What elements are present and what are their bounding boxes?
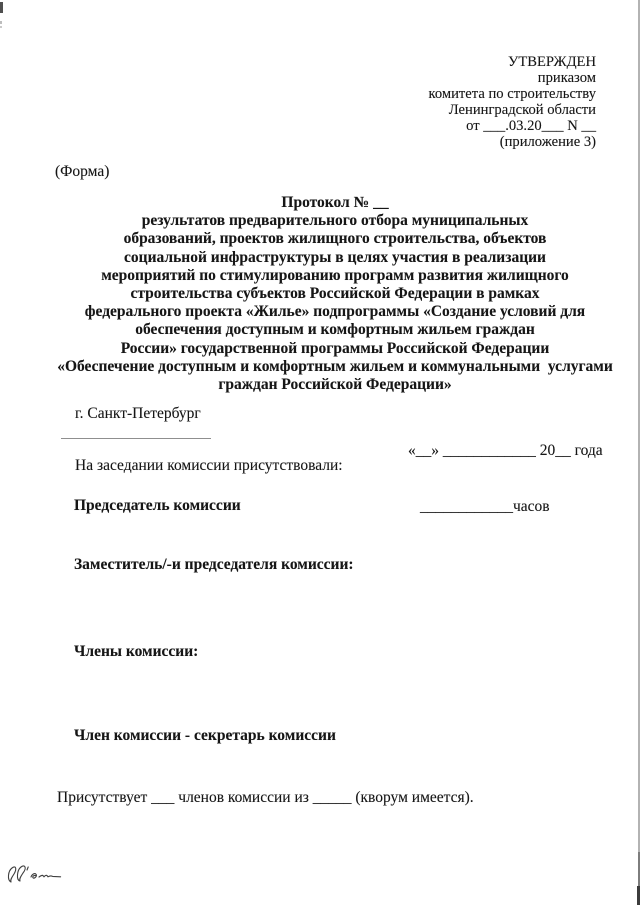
title-line: федерального проекта «Жилье» подпрограммы «Создание условий для	[84, 303, 586, 321]
date-time-block	[408, 405, 603, 553]
handwritten-signature-mark	[6, 860, 68, 890]
approval-line: комитета по строительству	[428, 85, 596, 102]
title-line: граждан Российской Федерации»	[218, 376, 452, 394]
form-label: (Форма)	[55, 163, 110, 180]
scan-artifact-dash	[0, 2, 3, 13]
document-title	[56, 194, 614, 394]
secretary-label: Член комиссии - секретарь комиссии	[74, 727, 336, 744]
approval-line: от ___.03.20___ N __	[466, 117, 596, 134]
approval-line: приказом	[537, 69, 596, 86]
title-line: социальной инфраструктуры в целях участия в реализации	[124, 248, 546, 266]
approval-line: Ленинградской области	[448, 101, 596, 118]
title-line: Протокол № __	[281, 194, 389, 211]
quorum-line: Присутствует ___ членов комиссии из _____ (кворум имеется).	[57, 789, 474, 806]
title-line: образований, проектов жилищного строительства, объектов	[123, 230, 547, 248]
title-line: строительства субъектов Российской Федерации в рамках	[130, 285, 540, 303]
approval-line: УТВЕРЖДЕН	[508, 54, 596, 70]
title-line: «Обеспечение доступным и комфортным жильем и коммунальными услугами	[57, 357, 613, 375]
title-line: результатов предварительного отбора муниципальных	[141, 212, 529, 230]
title-line: обеспечения доступным и комфортным жильем граждан	[135, 321, 535, 339]
attendees-heading: На заседании комиссии присутствовали:	[75, 457, 343, 474]
hours-blank-line: ____________часов	[420, 497, 550, 515]
meeting-place: г. Санкт-Петербург	[75, 405, 201, 422]
chairman-label: Председатель комиссии	[74, 497, 241, 514]
date-blank-line: «__» ____________ 20__ года	[408, 442, 603, 459]
scan-artifact-dot	[0, 21, 2, 24]
scan-artifact-dot	[0, 26, 2, 28]
approval-block	[429, 55, 596, 150]
deputy-chairman-label: Заместитель/-и председателя комиссии:	[74, 556, 354, 573]
members-label: Члены комиссии:	[74, 643, 199, 660]
title-line: мероприятий по стимулированию программ развития жилищного	[101, 266, 569, 284]
approval-line: (приложение 3)	[499, 133, 596, 150]
blank-underline	[61, 438, 211, 439]
title-line: России» государственной программы Российской Федерации	[120, 339, 550, 357]
